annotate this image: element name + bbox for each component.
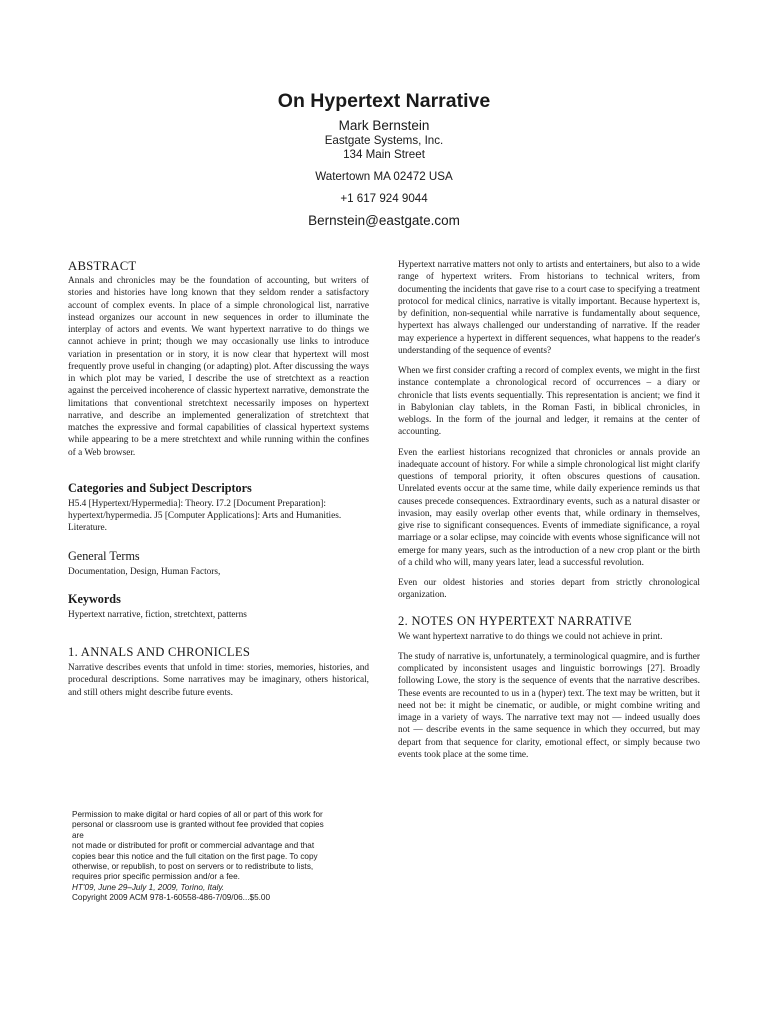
copyright-line: are (72, 830, 84, 840)
categories-text: H5.4 [Hypertext/Hypermedia]: Theory. I7.2 [Document Preparation]: hypertext/hypermedia. J5 [Computer Applications]: Arts and Humanities. Literature. (68, 498, 342, 534)
copyright-line: Permission to make digital or hard copies of all or part of this work for (72, 810, 323, 819)
author-phone: +1 617 924 9044 (340, 192, 428, 205)
copyright-line: copies bear this notice and the full citation on the first page. To copy (72, 851, 318, 861)
author-affiliation: Eastgate Systems, Inc. (324, 134, 444, 147)
paragraph: The study of narrative is, unfortunately, a terminological quagmire, and is further complicated by inconsistent usages and linguistic borrowings [27]. Broadly following Lowe, the story is the sequence of events that the narrative describes. These events are recounted to us in a (hyper) text. The text may be written, but it need not be: it might be cinematic, or audible, or might combine writing and image in a variety of ways. The narrative text may not — indeed usually does not — describe events in the same sequence in which they occurred, but may depart from that sequence for clarity, emotional effect, or simply because two events took place at the some time. (398, 651, 700, 760)
copyright-line: not made or distributed for profit or commercial advantage and that (72, 841, 315, 851)
keywords-heading: Keywords (68, 591, 121, 606)
author-name: Mark Bernstein (338, 118, 430, 133)
paragraph: Even our oldest histories and stories depart from strictly chronological organization. (398, 578, 700, 601)
paper-header (0, 90, 768, 228)
conference-line: HT'09, June 29–July 1, 2009, Torino, Italy. (72, 882, 225, 892)
author-city: Watertown MA 02472 USA (315, 170, 453, 183)
paragraph: When we first consider crafting a record of complex events, we might in the first instance contemplate a chronological record of occurrences – a diary or chronicle that lists events sequentially. This representation is ancient; we find it in Babylonian clay tablets, in the Roman Fasti, in biblical chronicles, in weblogs. In the form of the journal and ledger, it remains at the center of accounting. (398, 366, 700, 438)
copyright-line: personal or classroom use is granted without fee provided that copies (72, 820, 324, 830)
general-terms-text: Documentation, Design, Human Factors, (68, 566, 221, 577)
section-1-text: Narrative describes events that unfold in time: stories, memories, histories, and procedural descriptions. Some narratives may be imaginary, others historical, and still others might describe future events. (68, 663, 369, 698)
paragraph: We want hypertext narrative to do things we could not achieve in print. (398, 631, 663, 642)
section-1-heading: 1. ANNALS AND CHRONICLES (68, 645, 251, 659)
author-email[interactable]: Bernstein@eastgate.com (308, 213, 460, 228)
copyright-line: otherwise, or republish, to post on servers or to redistribute to lists, (72, 862, 314, 872)
paragraph: Even the earliest historians recognized that chronicles or annals provide an inadequate account of history. For while a simple chronological list might clarify questions of temporal priority, it often obscures questions of causation. Unrelated events occur at the same time, while daily experience reminds us that causes precede consequences. Extraordinary events, such as a natural disaster or invasion, may easily overlap other events that, while ordinary in themselves, give rise to significant consequences. Events of immediate significance, a royal marriage or a solar eclipse, may coincide with events whose significance will not emerge for many years, such as the introduction of a new crop plant or the birth of a child who will, many years later, lead a successful revolution. (398, 447, 700, 568)
paper-title: On Hypertext Narrative (277, 90, 491, 112)
copyright-notice (72, 810, 372, 904)
copyright-line: Copyright 2009 ACM 978-1-60558-486-7/09/06...$5.00 (72, 893, 270, 903)
abstract-text: Annals and chronicles may be the foundation of accounting, but writers of stories and histories have long known that they seldom render a satisfactory account of complex events. In place of a simple chronological list, narrative instead organizes our account in new sequences in order to illuminate the interplay of actors and events. We want hypertext narrative to do things we cannot achieve in print; though we may occasionally use links to introduce variation in presentation or in story, it is now clear that hypertext will most frequently prove useful in changing (or adapting) plot. After discussing the ways in which plot may be varied, I describe the use of stretchtext as a reaction against the perceived incoherence of classic hypertext narrative, demonstrate the limitations that conventional stretchtext necessarily imposes on hypertext narrative, and describe an implemented generalization of stretchtext that matches the expressive and formal capabilities of classical hypertext systems while appearing to be a mere stretchtext and while running within the confines of a Web browser. (68, 276, 369, 458)
right-column (398, 259, 700, 769)
categories-heading: Categories and Subject Descriptors (68, 480, 252, 495)
left-column (68, 259, 369, 707)
general-terms-heading: General Terms (68, 548, 140, 563)
author-street: 134 Main Street (343, 148, 425, 161)
keywords-text: Hypertext narrative, fiction, stretchtext, patterns (68, 609, 247, 620)
copyright-line: requires prior specific permission and/or a fee. (72, 872, 240, 882)
paragraph: Hypertext narrative matters not only to artists and entertainers, but also to a wide range of hypertext writers. From historians to technical writers, from documenting the incidents that gave rise to a court case to specifying a treatment protocol for medical clinics, narrative is vitally important. Because hypertext is, by definition, non-sequential while narrative is fundamentally about sequence, hypertext has always challenged our understanding of narrative. If the reader may experience a hypertext in different sequences, what happens to the reader's understanding of the sequence of events? (398, 260, 700, 356)
section-2-heading: 2. NOTES ON HYPERTEXT NARRATIVE (398, 613, 632, 628)
abstract-heading: ABSTRACT (68, 259, 137, 273)
